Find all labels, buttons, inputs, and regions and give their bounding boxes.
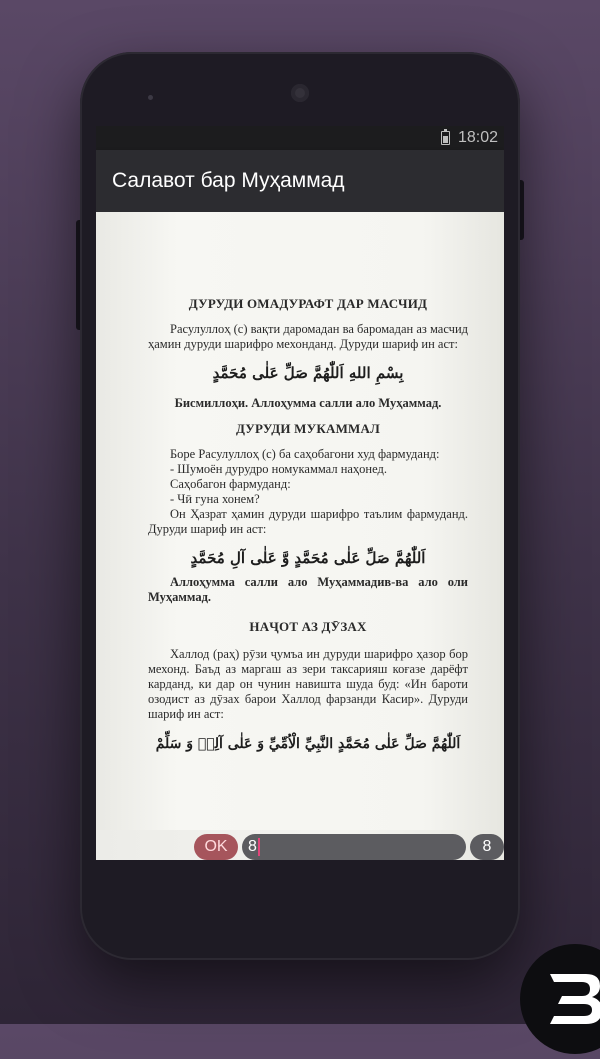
status-bar	[96, 126, 504, 150]
camera-icon	[291, 84, 309, 102]
book-page	[148, 212, 468, 832]
heading-masjid: ДУРУДИ ОМАДУРАФТ ДАР МАСЧИД	[188, 296, 428, 311]
status-time: 18:02	[457, 129, 498, 146]
book-page-viewer[interactable]	[96, 212, 504, 832]
paragraph-mukammal-4: - Чӣ гуна хонем?	[170, 492, 260, 506]
page-number-input[interactable]	[242, 834, 466, 860]
paragraph-mukammal-1: Боре Расулуллоҳ (с) ба саҳобагони худ фармуданд:	[170, 447, 440, 461]
text-caret	[258, 838, 260, 856]
paragraph-mukammal-2: - Шумоён дурудро номукаммал наҳонед.	[170, 462, 387, 476]
paragraph-mukammal-3: Саҳобагон фармуданд:	[170, 477, 291, 491]
transliteration-1: Бисмиллоҳи. Аллоҳумма салли ало Муҳаммад.	[174, 396, 442, 410]
heading-mukammal: ДУРУДИ МУКАММАЛ	[235, 421, 381, 436]
paragraph-mukammal-5: Он Ҳазрат ҳамин дуруди шарифро таълим фармуданд. Дуруди шариф ин аст:	[148, 507, 468, 536]
app-title: Салавот бар Муҳаммад	[112, 169, 345, 192]
page-count-badge: 8	[470, 834, 504, 860]
page-navigation-bar	[96, 830, 504, 860]
paragraph-masjid: Расулуллоҳ (с) вақти даромадан ва баромадан аз масчид ҳамин дуруди шарифро мехонданд. Дуруди шариф ин аст:	[148, 322, 468, 351]
logo-icon	[520, 944, 600, 1054]
page-number-value: 8	[248, 838, 257, 855]
screen	[96, 126, 504, 860]
brand-logo	[520, 944, 600, 1054]
arabic-dua-1: بِسْمِ اللهِ اَللّٰهُمَّ صَلِّ عَلٰى مُحَمَّدٍ	[212, 364, 404, 382]
battery-icon	[441, 131, 450, 145]
speaker-icon	[148, 95, 153, 100]
arabic-dua-3: اَللّٰهُمَّ صَلِّ عَلٰى مُحَمَّدٍ النَّبِيِّ الْاُمِّيِّ وَ عَلٰى آلِهٖ وَ سَلِّمْ	[155, 736, 461, 752]
transliteration-2: Аллоҳумма салли ало Муҳаммадив-ва ало оли Муҳаммад.	[148, 575, 468, 604]
ok-button[interactable]: OK	[194, 834, 238, 860]
heading-najot: НАҶОТ АЗ ДӮЗАХ	[249, 619, 367, 634]
paragraph-najot: Халлод (раҳ) рӯзи ҷумъа ин дуруди шарифро ҳазор бор мехонд. Баъд аз маргаш аз зери таксарияш коғазе дарёфт карданд, ки дар он чунин навишта шуда буд: «Ин бароти озодист аз дӯзах барои Халлод фарзанди Касир». Дуруди шариф ин аст:	[148, 647, 468, 721]
app-bar	[96, 150, 504, 212]
arabic-dua-2: اَللّٰهُمَّ صَلِّ عَلٰى مُحَمَّدٍ وَّ عَلٰى آلِ مُحَمَّدٍ	[190, 549, 426, 567]
